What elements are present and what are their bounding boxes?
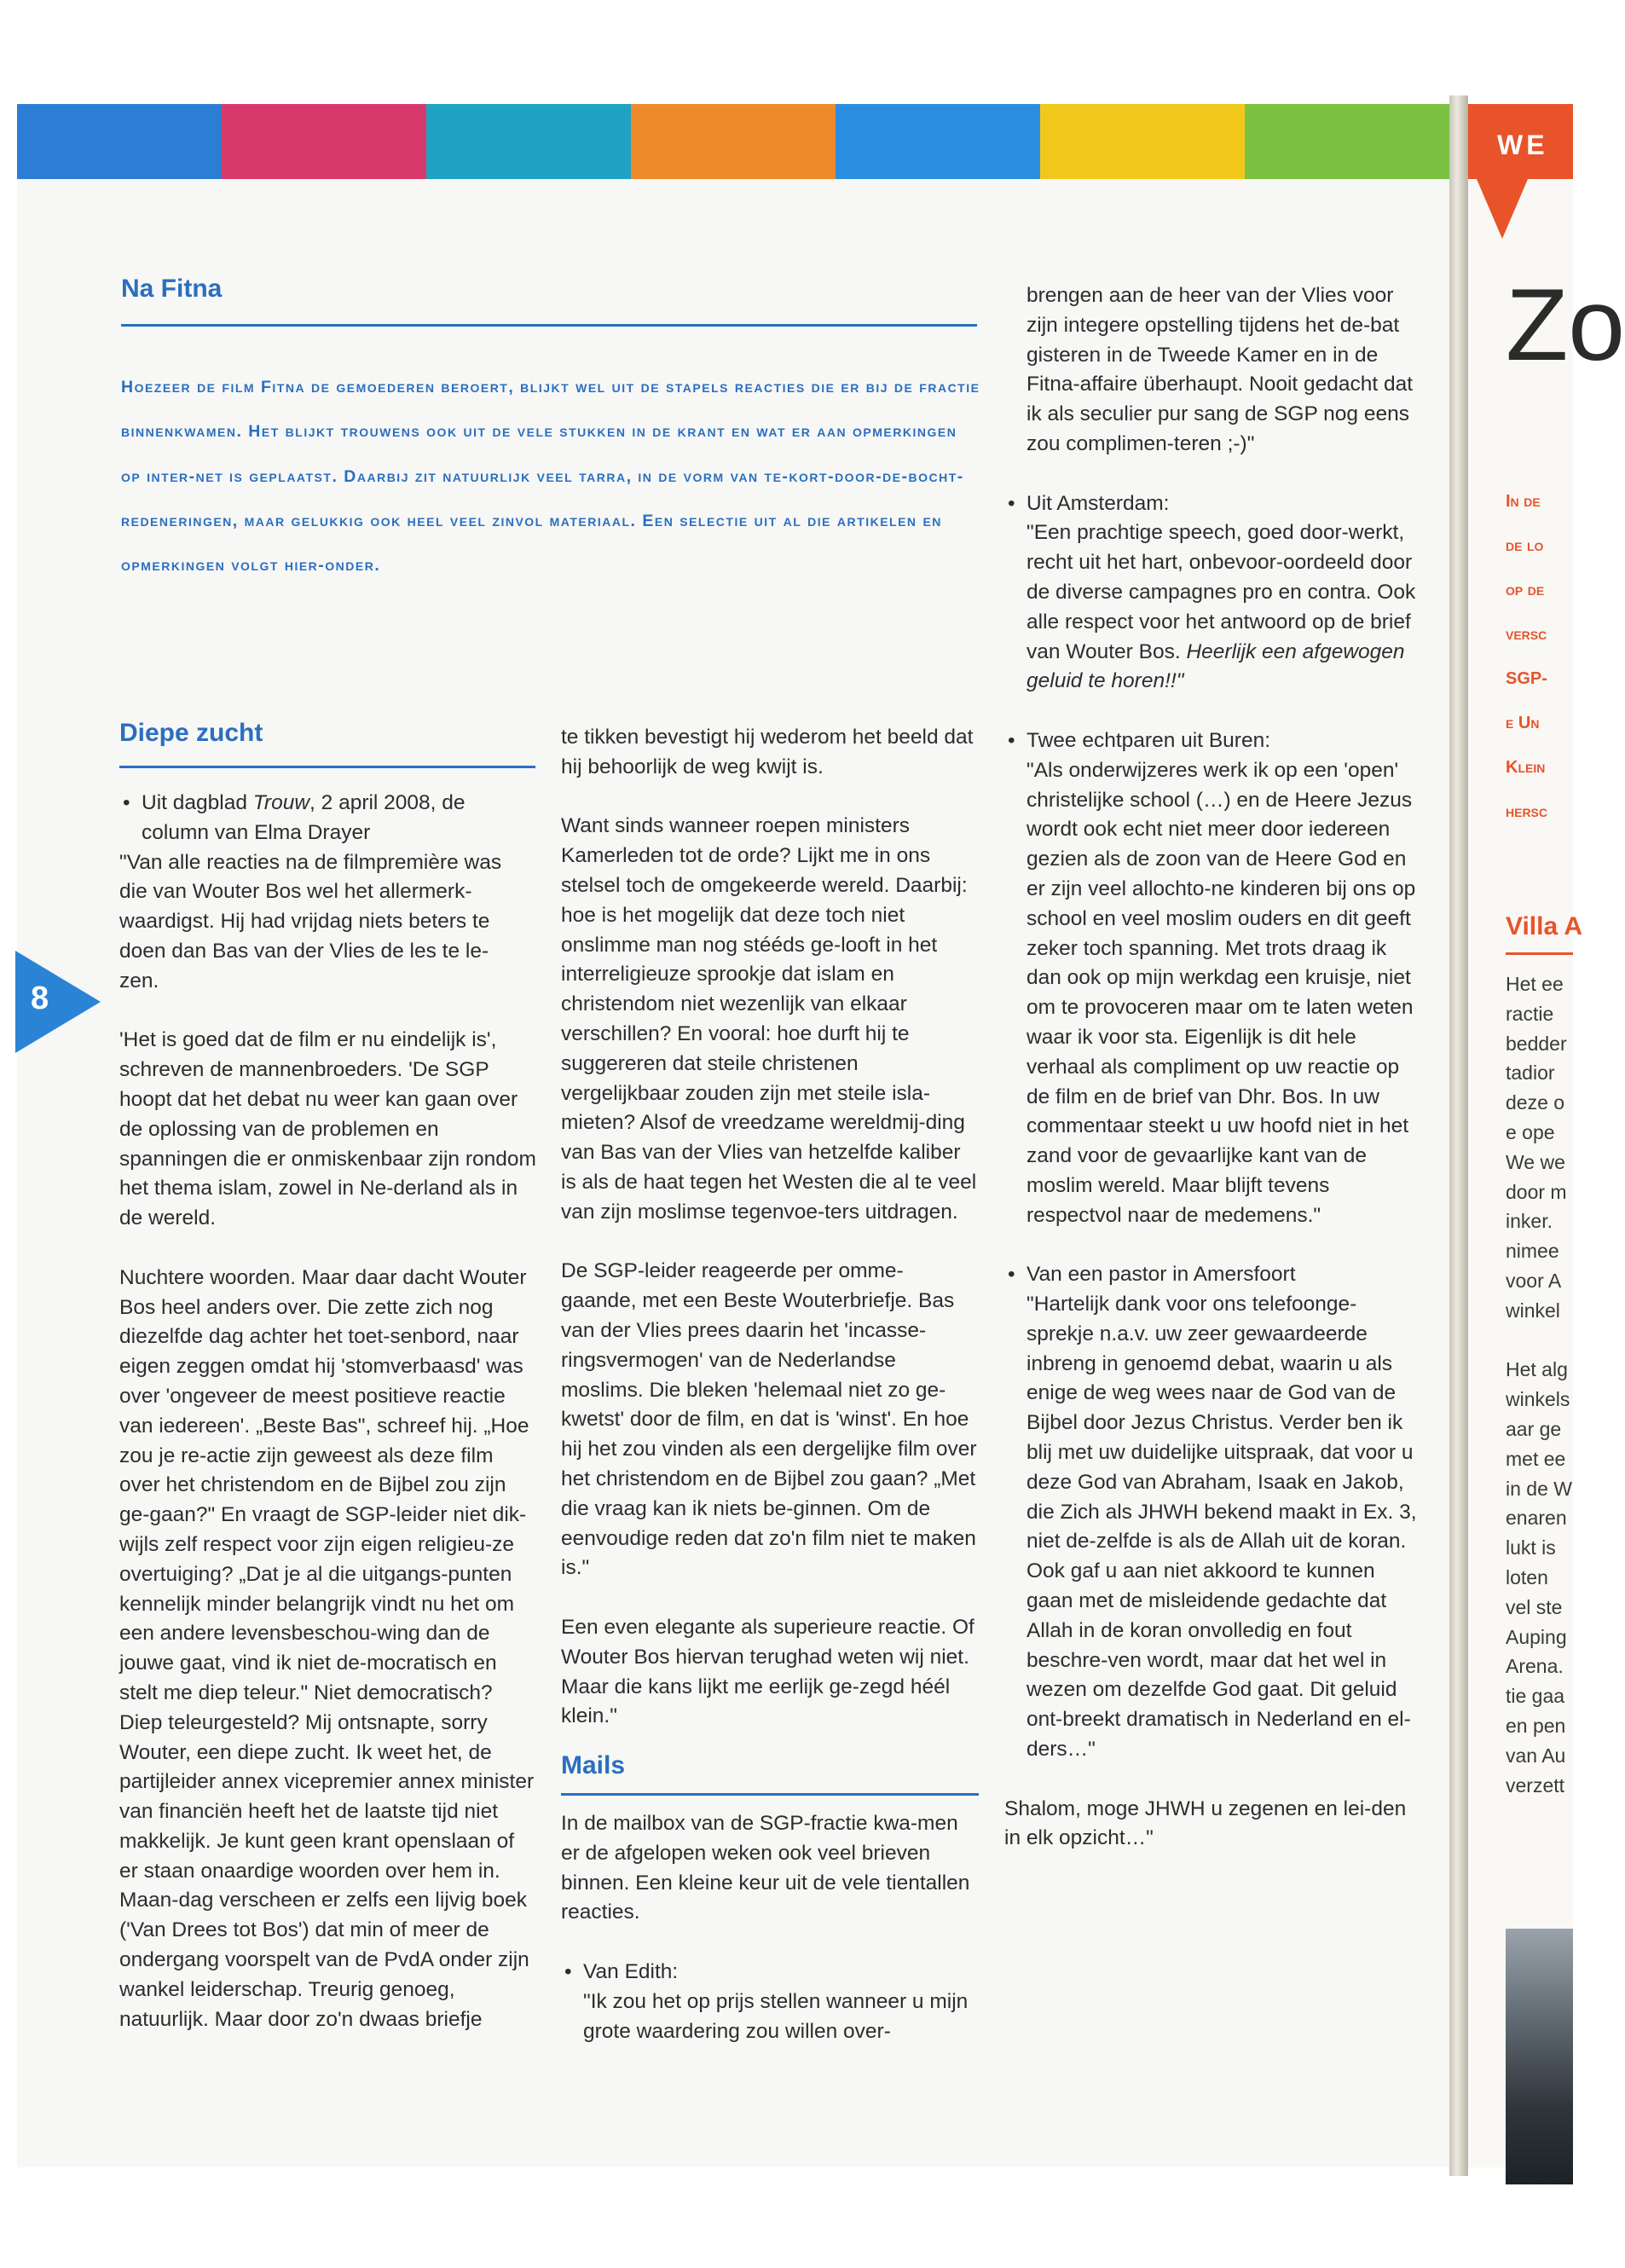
text-line: verzett (1506, 1773, 1565, 1796)
quote-text: "Een prachtige speech, goed door-werkt, recht uit het hart, onbevoor-oordeeld door de diverse campagnes pro en contra. Ook alle respect voor het antwoord op de brief van Wouter Bos. (1026, 521, 1416, 663)
quote-emphasis: Heerlijk een afgewogen geluid te horen!!" (1026, 639, 1405, 693)
text-line: en pen (1506, 1714, 1566, 1737)
list-item (1004, 726, 1424, 1231)
mail-sender: Twee echtparen uit Buren: (1026, 728, 1271, 752)
column-1 (119, 789, 537, 2064)
paragraph: Nuchtere woorden. Maar daar dacht Wouter Bos heel anders over. Die zette zich nog diezelfde dag achter het toet-senbord, naar eigen zeggen omdat hij 'stomverbaasd' was over 'ongeveer de meest positieve reactie van iedereen'. „Beste Bas", schreef hij. „Hoe zou je re-actie zijn geweest als deze film over het christendom en de Bijbel zou zijn ge-gaan?" En vraagt de SGP-leider niet dik-wijls zelf respect voor zijn eigen religieu-ze overtuiging? „Dat je al die uitgangs-punten kennelijk minder belangrijk vindt nu het om een andere levensbeschou-wing dan de jouwe gaat, vind ik niet de-mocratisch en stelt me diep teleur." Niet democratisch? Diep teleurgesteld? Mij ontsnapte, sorry Wouter, een diepe zucht. Ik weet het, de partijleider annex vicepremier annex minister van financiën heeft het de laatste tijd niet makkelijk. Je kunt geen krant openslaan of er staan onaardige woorden over hem in. Maan-dag verscheen er zelfs een lijvig boek ('Van Drees tot Bos') dat min of meer de ondergang voorspelt van de PvdA onder zijn wankel leiderschap. Treurig genoeg, natuurlijk. Maar door zo'n dwaas briefje (119, 1265, 535, 2031)
quote-text: "Ik zou het op prijs stellen wanneer u mijn grote waardering zou willen over- (583, 1989, 969, 2043)
color-band (1245, 104, 1449, 179)
text-line: winkels (1506, 1388, 1570, 1411)
text-line: lukt is (1506, 1536, 1556, 1559)
list-item: SGP- (1506, 669, 1547, 688)
color-band (631, 104, 836, 179)
section-heading-diepe-zucht: Diepe zucht (119, 719, 263, 747)
section-heading-mails: Mails (561, 1751, 626, 1780)
paragraph: te tikken bevestigt hij wederom het beeld dat hij behoorlijk de weg kwijt is. (561, 726, 974, 778)
mail-sender: Uit Amsterdam: (1026, 491, 1170, 515)
text-line: in de W (1506, 1477, 1572, 1500)
text-line: tadior (1506, 1062, 1555, 1085)
quote-continuation: brengen aan de heer van der Vlies voor zijn integere opstelling tijdens het de-bat gisteren in de Tweede Kamer en in de Fitna-affaire überhaupt. Nooit gedacht dat ik als seculier pur sang de SGP nog eens zou complimen-teren ;-)" (1026, 284, 1414, 455)
color-band (17, 104, 222, 179)
mail-sender: Van Edith: (583, 1960, 679, 1984)
newspaper-name: Trouw (252, 791, 310, 814)
text-line: tie gaa (1506, 1685, 1565, 1708)
list-item: Klein (1506, 758, 1546, 777)
closing-text: Shalom, moge JHWH u zegenen en lei-den in elk opzicht…" (1004, 1796, 1407, 1850)
text-line: Het ee (1506, 973, 1564, 995)
text-line: aar ge (1506, 1417, 1562, 1440)
column-3 (1004, 281, 1424, 1854)
section-rule (561, 1793, 979, 1796)
list-item: e Un (1506, 714, 1540, 732)
text-line: voor A (1506, 1269, 1562, 1292)
bullet-source-detail: , 2 april 2008, de column van Elma Drayer (142, 791, 466, 844)
list-item: hersc (1506, 802, 1548, 821)
text-line: deze o (1506, 1091, 1565, 1114)
mail-sender: Van een pastor in Amersfoort (1026, 1263, 1296, 1287)
text-line: loten (1506, 1565, 1548, 1588)
quote-text: "Hartelijk dank voor ons telefoonge-sprekje n.a.v. uw zeer gewaardeerde inbreng in genoemd debat, waarin u als enige de weg wees naar de God van de Bijbel door Jezus Christus. Verder ben ik blij met uw duidelijke uitspraak, dat voor u deze God van Abraham, Isaak en Jakob, die Zich als JHWH bekend maakt in Ex. 3, niet de-zelfde is als de Allah uit de koran. Ook gaf u aan niet akkoord te kunnen gaan met de misleidende gedachte dat Allah in de koran onvolledig en fout beschre-ven wordt, maar dat het wel in wezen om dezelfde God gaat. Dit geluid ont-breekt dramatisch in Nederland en el-ders…" (1026, 1293, 1417, 1762)
facing-page-heading: Villa A (1506, 912, 1583, 940)
page-spine (1449, 95, 1468, 2176)
section-rule (1506, 952, 1573, 955)
paragraph: In de mailbox van de SGP-fractie kwa-men er de afgelopen weken ook veel brieven binnen. Een kleine keur uit de vele tientallen reacties. (561, 1812, 970, 1924)
facing-page-photo (1506, 1929, 1573, 2184)
text-line: Auping (1506, 1625, 1567, 1648)
paragraph: Een even elegante als superieure reactie. Of Wouter Bos hiervan terughad weten wij niet. Maar die kans lijkt me eerlijk ge-zegd héél klein." (561, 1615, 974, 1728)
section-rule (119, 766, 535, 768)
text-line: enaren (1506, 1507, 1567, 1530)
list-item (119, 789, 537, 997)
text-line: met ee (1506, 1447, 1566, 1470)
facing-page-title: Zo (1506, 268, 1625, 382)
list-item: versc (1506, 625, 1547, 644)
text-line: We we (1506, 1150, 1565, 1173)
intro-text: Hoezeer de film Fitna de gemoederen beroert, blijkt wel uit de stapels reacties die er bij de fractie binnenkwamen. Het blijkt trouwens ook uit de vele stukken in de krant en wat er aan opmerkingen op inter-net is geplaatst. Daarbij zit natuurlijk veel tarra, in de vorm van te-kort-door-de-bocht-redeneringen, maar gelukkig ook heel veel zinvol materiaal. Een selectie uit al die artikelen en opmerkingen volgt hier-onder. (121, 378, 980, 576)
quote-text: "Als onderwijzeres werk ik op een 'open' christelijke school (…) en de Heere Jezus wordt ook echt niet meer door iedereen gezien als de zoon van de Heere God en er zijn veel allochto-ne kinderen bij ons op school en veel moslim ouders en dit geeft zeker toch spanning. Met trots draag ik dan ook op mijn werkdag een kruisje, niet om te provoceren maar om te laten weten waar ik voor sta. Eigenlijk is dit hele verhaal als compliment op uw reactie op de film en de brief van Dhr. Bos. In uw commentaar steekt u uw hoofd niet in het zand voor de gevaarlijke kant van de moslim wereld. Maar blijft tevens respectvol naar de medemens." (1026, 758, 1416, 1227)
text-line: Arena. (1506, 1655, 1564, 1678)
facing-page-text (1506, 969, 1572, 1800)
bullet-source-intro: Uit dagblad (142, 791, 253, 814)
color-band (222, 104, 426, 179)
color-band (426, 104, 631, 179)
list-item: In de (1506, 492, 1541, 511)
text-line: vel ste (1506, 1595, 1563, 1618)
list-item: op de (1506, 581, 1545, 599)
text-line: winkel (1506, 1299, 1560, 1322)
facing-page (1468, 104, 1625, 2167)
page-number-marker (15, 951, 101, 1053)
title-rule (121, 324, 977, 327)
text-line: e ope (1506, 1120, 1555, 1143)
color-bar (17, 104, 1449, 179)
list-item: de lo (1506, 536, 1544, 555)
list-item (1004, 1260, 1424, 1765)
chevron-down-icon (1477, 179, 1528, 239)
text-line: inker. (1506, 1210, 1553, 1233)
facing-page-list (1506, 479, 1547, 834)
quote-text: "Van alle reacties na de filmpremière was die van Wouter Bos wel het allermerk-waardigst. Hij had vrijdag niets beters te doen dan Bas van der Vlies de les te le-zen. (119, 850, 502, 992)
page-number: 8 (31, 981, 49, 1016)
text-line: door m (1506, 1180, 1567, 1203)
facing-page-tag: WE (1497, 130, 1548, 160)
text-line: Het alg (1506, 1358, 1568, 1381)
text-line: ractie (1506, 1002, 1554, 1025)
column-2 (561, 723, 979, 2046)
list-item (561, 1958, 979, 2046)
article-title: Na Fitna (121, 275, 223, 303)
text-line: bedder (1506, 1032, 1567, 1055)
paragraph: Want sinds wanneer roepen ministers Kamerleden tot de orde? Lijkt me in ons stelsel toch de omgekeerde wereld. Daarbij: hoe is het mogelijk dat deze toch niet onslimme man nog stééds ge-looft in het interreligieuze sprookje dat islam en christendom niet wezenlijk van elkaar verschillen? En vooral: hoe durft hij te suggereren dat steile christenen vergelijkbaar zouden zijn met steile isla-mieten? Alsof de vreedzame wereldmij-ding van Bas van der Vlies van hetzelfde kaliber is als de haat tegen het Westen die al te veel van zijn moslimse tegenvoe-ters uitdragen. (561, 814, 977, 1224)
text-line: van Au (1506, 1744, 1566, 1767)
color-band (836, 104, 1040, 179)
text-line: nimee (1506, 1240, 1559, 1263)
list-item (1004, 489, 1424, 697)
paragraph: 'Het is goed dat de film er nu eindelijk is', schreven de mannenbroeders. 'De SGP hoopt dat het debat nu weer kan gaan over de oplossing van de problemen en spanningen die er onmiskenbaar zijn rondom het thema islam, zowel in Ne-derland als in de wereld. (119, 1028, 536, 1230)
color-band (1040, 104, 1245, 179)
paragraph: De SGP-leider reageerde per omme-gaande, met een Beste Wouterbriefje. Bas van der Vlies prees daarin het 'incasse-ringsvermogen' van de Nederlandse moslims. Die bleken 'helemaal niet zo ge-kwetst' door de film, en dat is 'winst'. En hoe hij het zou vinden als een dergelijke film over het christendom en de Bijbel zou gaan? „Met die vraag kan ik niets be-ginnen. Om de eenvoudige reden dat zo'n film niet te maken is." (561, 1259, 977, 1580)
text-line (1506, 1326, 1572, 1356)
